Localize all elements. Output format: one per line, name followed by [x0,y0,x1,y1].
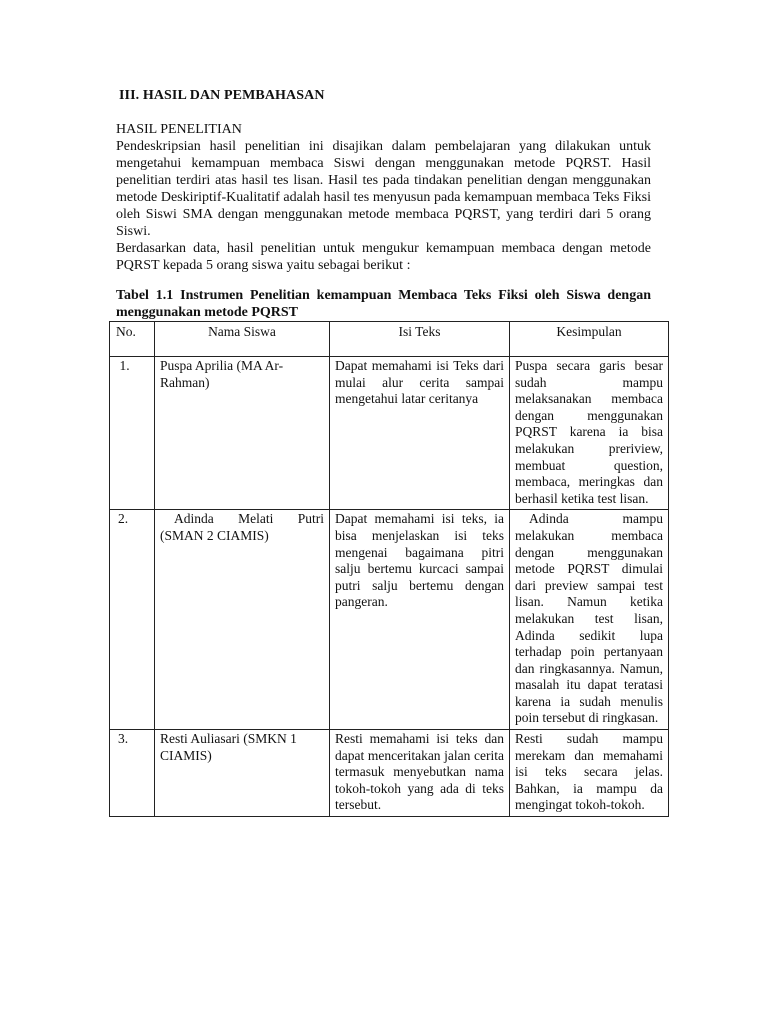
conclusion: Adinda mampu melakukan membaca dengan menggunakan metode PQRST dimulai dari preview sampai test lisan. Namun ketika melakukan test lisan, Adinda sedikit lupa terhadap poin pertanyaan dan ringkasannya. Namun, masalah itu dapat teratasi karena ia sudah menulis poin tersebut di ringkasan. [510,510,669,730]
student-name: Resti Auliasari (SMKN 1 CIAMIS) [155,730,330,817]
header-no: No. [110,322,155,357]
table-row [110,357,669,510]
subheading: HASIL PENELITIAN [116,122,242,137]
results-body [116,121,651,274]
header-isi-teks: Isi Teks [330,322,510,357]
paragraph-1: Pendeskripsian hasil penelitian ini disajikan dalam pembelajaran yang dilakukan untuk mengetahui kemampuan membaca Siswi dengan menggunakan metode PQRST. Hasil penelitian terdiri atas hasil tes lisan. Hasil tes pada tindakan penelitian dengan menggunakan metode Deskiriptif-Kualitatif adalah hasil tes menyusun pada kemampuan membaca Teks Fiksi oleh Siswi SMA dengan menggunakan metode membaca PQRST, yang terdiri dari 5 orang Siswi. [116,139,651,239]
student-name: Adinda Melati Putri (SMAN 2 CIAMIS) [155,510,330,730]
conclusion: Puspa secara garis besar sudah mampu melaksanakan membaca dengan menggunakan PQRST karena ia bisa melakukan preriview, membuat question, membaca, meringkas dan berhasil ketika test lisan. [510,357,669,510]
table-row [110,510,669,730]
paragraph-2: Berdasarkan data, hasil penelitian untuk mengukur kemampuan membaca dengan metode PQRST kepada 5 orang siswa yaitu sebagai berikut : [116,241,651,273]
text-content: Dapat memahami isi teks, ia bisa menjelaskan isi teks mengenai bagaimana pitri salju bertemu kurcaci sampai putri salju bertemu dengan pangeran. [330,510,510,730]
text-content: Resti memahami isi teks dan dapat menceritakan jalan cerita termasuk menyebutkan nama tokoh-tokoh yang ada di teks tersebut. [330,730,510,817]
row-number: 2. [110,510,155,730]
row-number: 1. [110,357,155,510]
row-number: 3. [110,730,155,817]
table-header-row [110,322,669,357]
conclusion: Resti sudah mampu merekam dan memahami isi teks secara jelas. Bahkan, ia mampu da mengingat tokoh-tokoh. [510,730,669,817]
table-caption: Tabel 1.1 Instrumen Penelitian kemampuan Membaca Teks Fiksi oleh Siswa dengan menggunakan metode PQRST [116,288,651,320]
section-heading: III. HASIL DAN PEMBAHASAN [119,88,325,103]
student-name: Puspa Aprilia (MA Ar-Rahman) [155,357,330,510]
table-row [110,730,669,817]
header-nama-siswa: Nama Siswa [155,322,330,357]
results-table [109,321,669,817]
header-kesimpulan: Kesimpulan [510,322,669,357]
text-content: Dapat memahami isi Teks dari mulai alur cerita sampai mengetahui latar ceritanya [330,357,510,510]
